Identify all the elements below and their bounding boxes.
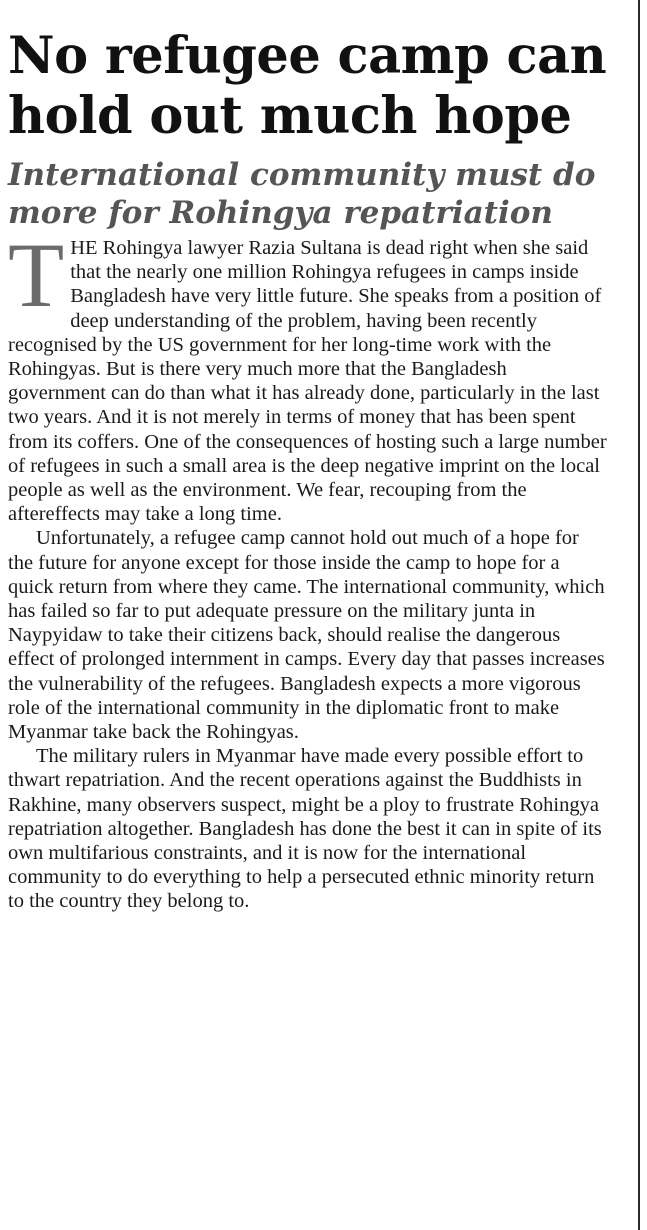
headline: No refugee camp can hold out much hope: [8, 26, 607, 146]
column-divider-rule: [638, 0, 640, 1230]
editorial-article: [8, 26, 608, 914]
paragraph-1-text: HE Rohingya lawyer Razia Sultana is dead right when she said that the nearly one million Rohingya refugees in camps inside Bangladesh have very little future. She speaks from a position of deep understanding of the problem, having been recently recognised by the US government for her long-time work with the Rohingyas. But is there very much more that the Bangladesh government can do than what it has already done, particularly in the last two years. And it is not merely in terms of money that has been spent from its coffers. One of the consequences of hosting such a large number of refugees in such a small area is the deep negative imprint on the local people as well as the environment. We fear, recouping from the aftereffects may take a long time.: [8, 237, 607, 526]
article-body: [8, 224, 608, 914]
paragraph-3: The military rulers in Myanmar have made every possible effort to thwart repatriation. And the recent operations against the Buddhists in Rakhine, many observers suspect, might be a ploy to frustrate Rohingya repatriation altogether. Bangladesh has done the best it can in spite of its own multifarious constraints, and it is now for the international community to do everything to help a persecuted ethnic minority return to the country they belong to.: [8, 745, 602, 913]
paragraph-2: Unfortunately, a refugee camp cannot hold out much of a hope for the future for anyone except for those inside the camp to hope for a quick return from where they came. The international community, which has failed so far to put adequate pressure on the military junta in Naypyidaw to take their citizens back, should realise the dangerous effect of prolonged internment in camps. Every day that passes increases the vulnerability of the refugees. Bangladesh expects a more vigorous role of the international community in the diplomatic front to make Myanmar take back the Rohingyas.: [8, 527, 605, 744]
subheadline: International community must do more for Rohingya repatriation: [8, 157, 596, 231]
drop-cap: T: [8, 224, 65, 326]
paragraph-1: [8, 224, 608, 526]
